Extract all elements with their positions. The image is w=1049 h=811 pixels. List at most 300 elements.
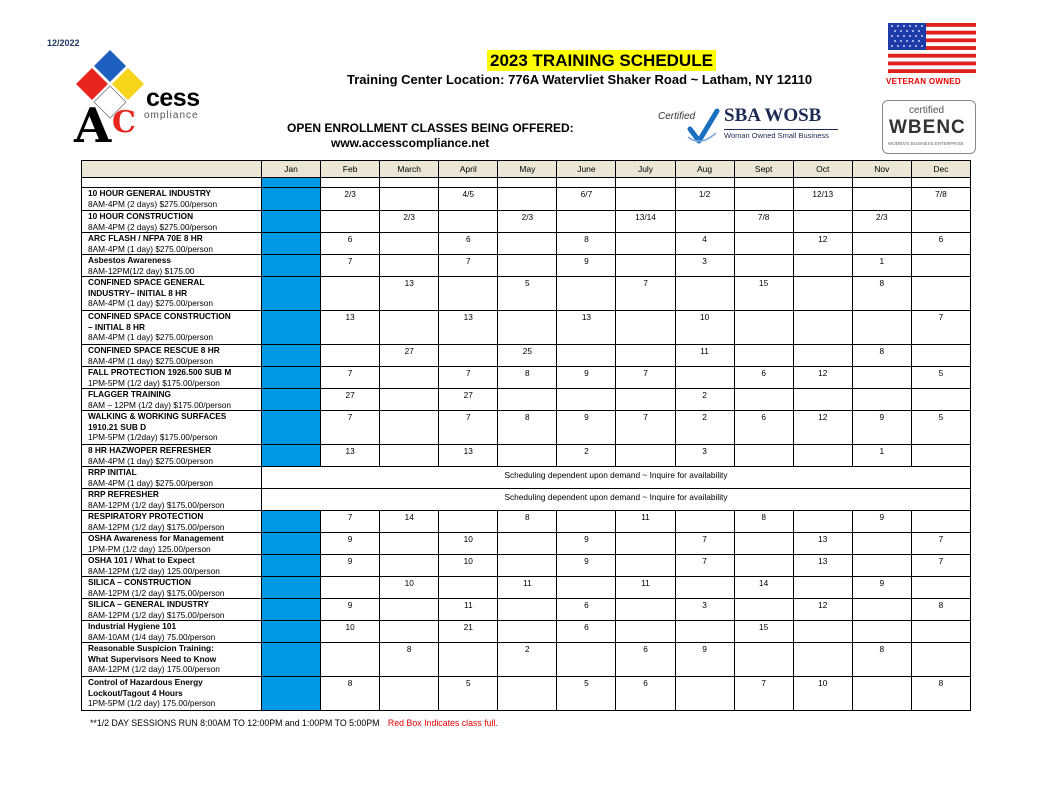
class-date-cell [616, 389, 675, 411]
month-header: Aug [675, 161, 734, 178]
class-date-cell: 9 [852, 411, 911, 445]
class-date-cell [557, 211, 616, 233]
course-time-price: 8AM-10AM (1/4 day) 75.00/person [88, 631, 216, 642]
class-date-cell [380, 599, 439, 621]
course-row [82, 489, 971, 511]
class-date-cell [380, 389, 439, 411]
footnote-text: **1/2 DAY SESSIONS RUN 8:00AM TO 12:00PM and 1:00PM TO 5:00PM [90, 718, 380, 728]
class-date-cell [852, 555, 911, 577]
veteran-owned-label: VETERAN OWNED [886, 77, 962, 86]
month-header: Oct [793, 161, 852, 178]
class-date-cell: 7 [439, 367, 498, 389]
class-date-cell [852, 188, 911, 211]
class-date-cell [321, 211, 380, 233]
class-date-cell [498, 621, 557, 643]
course-time-price: 1PM-5PM (1/2 day) $175.00/person [88, 377, 220, 388]
availability-note: Scheduling dependent upon demand ~ Inquire for availability [262, 467, 971, 489]
course-row [82, 311, 971, 345]
class-date-cell [439, 511, 498, 533]
class-date-cell [793, 211, 852, 233]
class-date-cell: 9 [557, 533, 616, 555]
class-date-cell [852, 599, 911, 621]
month-header: Sept [734, 161, 793, 178]
course-cell [82, 643, 262, 677]
course-time-price: 8AM-4PM (1 day) $275.00/person [88, 332, 213, 342]
class-date-cell [380, 677, 439, 711]
class-date-cell: 8 [734, 511, 793, 533]
course-time-price: 8AM-12PM (1/2 day) $175.00/person [88, 587, 225, 598]
class-date-cell [439, 277, 498, 311]
class-date-cell [557, 345, 616, 367]
course-name: OSHA Awareness for Management [88, 533, 224, 543]
class-date-cell: 13 [439, 311, 498, 345]
class-date-cell [793, 621, 852, 643]
class-date-cell [734, 445, 793, 467]
class-date-cell: 9 [557, 367, 616, 389]
class-date-cell: 1 [852, 255, 911, 277]
jan-blocked-cell [262, 555, 321, 577]
class-date-cell: 27 [380, 345, 439, 367]
class-date-cell [321, 345, 380, 367]
class-date-cell: 3 [675, 255, 734, 277]
course-name: RRP INITIAL [88, 467, 137, 477]
checkmark-icon [686, 107, 720, 147]
class-date-cell: 7 [321, 367, 380, 389]
class-date-cell [734, 555, 793, 577]
course-name: Asbestos Awareness [88, 255, 172, 265]
month-header-row [82, 161, 971, 178]
course-cell [82, 677, 262, 711]
course-row [82, 577, 971, 599]
class-date-cell: 9 [852, 577, 911, 599]
access-compliance-logo [66, 50, 216, 146]
us-flag-icon [888, 23, 976, 73]
course-name: RRP REFRESHER [88, 489, 159, 499]
course-time-price: 8AM-4PM (1 day) $275.00/person [88, 298, 213, 308]
course-cell [82, 277, 262, 311]
course-name: Reasonable Suspicion Training: What Supervisors Need to Know [88, 643, 217, 664]
footnote-full-class-note: Red Box Indicates class full. [387, 718, 498, 728]
course-name: 8 HR HAZWOPER REFRESHER [88, 445, 212, 455]
class-date-cell: 8 [498, 411, 557, 445]
jan-blocked-cell [262, 233, 321, 255]
jan-blocked-cell [262, 621, 321, 643]
class-date-cell: 2/3 [852, 211, 911, 233]
class-date-cell: 2 [557, 445, 616, 467]
class-date-cell [793, 577, 852, 599]
class-date-cell: 7 [616, 411, 675, 445]
class-date-cell: 9 [675, 643, 734, 677]
class-date-cell: 10 [675, 311, 734, 345]
sba-subtitle: Woman Owned Small Business [724, 131, 829, 140]
class-date-cell: 3 [675, 445, 734, 467]
class-date-cell: 13/14 [616, 211, 675, 233]
class-date-cell [380, 621, 439, 643]
class-date-cell: 12/13 [793, 188, 852, 211]
class-date-cell [616, 533, 675, 555]
svg-text:C: C [112, 105, 136, 140]
class-date-cell: 6/7 [557, 188, 616, 211]
class-date-cell [911, 255, 970, 277]
course-time-price: 8AM-12PM (1/2 day) $175.00/person [88, 609, 225, 620]
class-date-cell: 6 [321, 233, 380, 255]
jan-blocked-cell [262, 255, 321, 277]
class-date-cell [380, 233, 439, 255]
course-row [82, 188, 971, 211]
class-date-cell: 6 [439, 233, 498, 255]
availability-note: Scheduling dependent upon demand ~ Inquire for availability [262, 489, 971, 511]
class-date-cell [380, 555, 439, 577]
class-date-cell: 2 [675, 411, 734, 445]
class-date-cell: 11 [439, 599, 498, 621]
class-date-cell: 21 [439, 621, 498, 643]
class-date-cell: 4/5 [439, 188, 498, 211]
class-date-cell: 6 [734, 411, 793, 445]
course-name: Control of Hazardous Energy Lockout/Tagout 4 Hours [88, 677, 203, 698]
class-date-cell [557, 277, 616, 311]
class-date-cell [498, 389, 557, 411]
class-date-cell [734, 389, 793, 411]
class-date-cell: 12 [793, 411, 852, 445]
course-cell [82, 233, 262, 255]
class-date-cell: 7 [734, 677, 793, 711]
class-date-cell [675, 677, 734, 711]
course-cell [82, 533, 262, 555]
jan-blocked-cell [262, 599, 321, 621]
class-date-cell [616, 233, 675, 255]
class-date-cell [498, 233, 557, 255]
course-cell [82, 411, 262, 445]
course-name: FLAGGER TRAINING [88, 389, 171, 399]
course-row [82, 643, 971, 677]
class-date-cell [439, 643, 498, 677]
class-date-cell: 27 [321, 389, 380, 411]
course-time-price: 8AM-4PM (1 day) $275.00/person [88, 355, 213, 366]
class-date-cell: 9 [557, 555, 616, 577]
class-date-cell [321, 277, 380, 311]
svg-text:A: A [74, 98, 112, 146]
class-date-cell: 7 [675, 533, 734, 555]
class-date-cell [734, 188, 793, 211]
class-date-cell: 2 [675, 389, 734, 411]
class-date-cell: 15 [734, 277, 793, 311]
class-date-cell: 6 [557, 599, 616, 621]
class-date-cell: 6 [911, 233, 970, 255]
class-date-cell [675, 577, 734, 599]
course-time-price: 8AM-12PM (1/2 day) $175.00/person [88, 499, 225, 510]
course-row [82, 533, 971, 555]
class-date-cell [616, 555, 675, 577]
date-code: 12/2022 [47, 38, 80, 48]
month-header: Feb [321, 161, 380, 178]
class-date-cell [498, 677, 557, 711]
class-date-cell [793, 255, 852, 277]
class-date-cell [498, 533, 557, 555]
class-date-cell: 9 [321, 533, 380, 555]
course-name: SILICA – GENERAL INDUSTRY [88, 599, 209, 609]
course-name: Industrial Hygiene 101 [88, 621, 177, 631]
class-date-cell: 9 [557, 411, 616, 445]
jan-blocked-cell [262, 311, 321, 345]
class-date-cell: 11 [675, 345, 734, 367]
course-time-price: 1PM-5PM (1/2 day) 175.00/person [88, 698, 216, 708]
jan-blocked-cell [262, 367, 321, 389]
course-row [82, 467, 971, 489]
logo-wordmark-cess: cess [146, 84, 200, 112]
website-link[interactable]: www.accesscompliance.net [331, 136, 490, 150]
course-name: CONFINED SPACE CONSTRUCTION – INITIAL 8 HR [88, 311, 231, 332]
course-cell [82, 389, 262, 411]
class-date-cell [439, 211, 498, 233]
class-date-cell [616, 445, 675, 467]
class-date-cell [616, 188, 675, 211]
class-date-cell: 9 [321, 599, 380, 621]
course-row [82, 367, 971, 389]
class-date-cell: 27 [439, 389, 498, 411]
class-date-cell: 6 [616, 677, 675, 711]
class-date-cell: 3 [675, 599, 734, 621]
jan-blocked-cell [262, 411, 321, 445]
class-date-cell [557, 577, 616, 599]
course-row [82, 445, 971, 467]
course-row [82, 255, 971, 277]
course-name: WALKING & WORKING SURFACES 1910.21 SUB D [88, 411, 227, 432]
course-row [82, 211, 971, 233]
class-date-cell: 7 [911, 311, 970, 345]
class-date-cell [498, 599, 557, 621]
course-row [82, 233, 971, 255]
class-date-cell [911, 211, 970, 233]
class-date-cell [675, 367, 734, 389]
class-date-cell: 11 [616, 511, 675, 533]
course-name: 10 HOUR CONSTRUCTION [88, 211, 194, 221]
wbenc-certified-label: certified [909, 105, 945, 116]
jan-blocked-cell [262, 677, 321, 711]
wbenc-badge [882, 100, 976, 154]
class-date-cell [498, 188, 557, 211]
jan-blocked-cell [262, 389, 321, 411]
class-date-cell: 7 [321, 511, 380, 533]
training-location: Training Center Location: 776A Watervliet Shaker Road ~ Latham, NY 12110 [347, 72, 813, 87]
class-date-cell: 6 [557, 621, 616, 643]
jan-blocked-cell [262, 445, 321, 467]
month-header: July [616, 161, 675, 178]
class-date-cell: 6 [734, 367, 793, 389]
class-date-cell: 6 [616, 643, 675, 677]
class-date-cell: 10 [439, 533, 498, 555]
class-date-cell: 13 [321, 445, 380, 467]
class-date-cell: 7/8 [911, 188, 970, 211]
class-date-cell: 9 [321, 555, 380, 577]
footnote [90, 718, 498, 728]
class-date-cell: 2/3 [498, 211, 557, 233]
class-date-cell: 7 [911, 533, 970, 555]
class-date-cell: 13 [793, 533, 852, 555]
course-time-price: 8AM-12PM (1/2 day) 175.00/person [88, 664, 220, 674]
sba-wosb-badge [658, 103, 848, 147]
class-date-cell: 8 [498, 511, 557, 533]
course-row [82, 511, 971, 533]
class-date-cell [793, 277, 852, 311]
class-date-cell [380, 411, 439, 445]
course-name: CONFINED SPACE RESCUE 8 HR [88, 345, 220, 355]
wbenc-subtitle: WOMEN'S BUSINESS ENTERPRISE [888, 141, 964, 146]
class-date-cell [793, 389, 852, 411]
jan-blocked-cell [262, 643, 321, 677]
class-date-cell: 10 [793, 677, 852, 711]
course-cell [82, 311, 262, 345]
course-cell [82, 599, 262, 621]
class-date-cell [911, 511, 970, 533]
jan-blocked-cell [262, 577, 321, 599]
class-date-cell: 8 [852, 643, 911, 677]
class-date-cell: 5 [911, 411, 970, 445]
class-date-cell: 8 [911, 599, 970, 621]
class-date-cell [380, 533, 439, 555]
class-date-cell [911, 577, 970, 599]
page-title: 2023 TRAINING SCHEDULE [487, 50, 716, 71]
header-spacer-row [82, 178, 971, 188]
class-date-cell [380, 445, 439, 467]
class-date-cell [852, 233, 911, 255]
class-date-cell [911, 345, 970, 367]
course-row [82, 677, 971, 711]
wbenc-title: WBENC [889, 117, 966, 138]
class-date-cell [852, 621, 911, 643]
month-header: May [498, 161, 557, 178]
sba-title: SBA WOSB [724, 105, 822, 126]
class-date-cell: 12 [793, 367, 852, 389]
course-time-price: 1PM-PM (1/2 day) 125.00/person [88, 543, 211, 554]
class-date-cell [439, 345, 498, 367]
course-cell [82, 255, 262, 277]
course-cell [82, 445, 262, 467]
month-header: March [380, 161, 439, 178]
course-time-price: 8AM-4PM (2 days) $275.00/person [88, 198, 218, 209]
course-cell [82, 345, 262, 367]
class-date-cell [498, 445, 557, 467]
month-header: April [439, 161, 498, 178]
class-date-cell [616, 311, 675, 345]
class-date-cell [675, 211, 734, 233]
class-date-cell [734, 345, 793, 367]
course-row [82, 389, 971, 411]
jan-blocked-cell [262, 533, 321, 555]
jan-blocked-cell [262, 511, 321, 533]
class-date-cell [852, 389, 911, 411]
class-date-cell [675, 277, 734, 311]
jan-blocked-cell [262, 277, 321, 311]
course-row [82, 599, 971, 621]
month-header: Dec [911, 161, 970, 178]
course-time-price: 8AM – 12PM (1/2 day) $175.00/person [88, 399, 231, 410]
course-name: SILICA – CONSTRUCTION [88, 577, 191, 587]
class-date-cell: 13 [557, 311, 616, 345]
class-date-cell: 1/2 [675, 188, 734, 211]
course-cell [82, 211, 262, 233]
class-date-cell [911, 643, 970, 677]
class-date-cell [616, 345, 675, 367]
class-date-cell: 7 [616, 277, 675, 311]
class-date-cell [852, 677, 911, 711]
course-time-price: 8AM-12PM (1/2 day) $175.00/person [88, 521, 225, 532]
class-date-cell: 7 [321, 411, 380, 445]
class-date-cell [557, 643, 616, 677]
class-date-cell [911, 621, 970, 643]
class-date-cell [734, 311, 793, 345]
course-cell [82, 511, 262, 533]
class-date-cell [498, 555, 557, 577]
course-time-price: 8AM-4PM (1 day) $275.00/person [88, 243, 213, 254]
course-time-price: 1PM-5PM (1/2day) $175.00/person [88, 432, 218, 442]
course-cell [82, 621, 262, 643]
class-date-cell: 7/8 [734, 211, 793, 233]
course-time-price: 8AM-12PM (1/2 day) 125.00/person [88, 565, 220, 576]
course-name: 10 HOUR GENERAL INDUSTRY [88, 188, 212, 198]
class-date-cell: 10 [439, 555, 498, 577]
class-date-cell [380, 367, 439, 389]
class-date-cell: 7 [321, 255, 380, 277]
class-date-cell: 5 [911, 367, 970, 389]
class-date-cell [911, 277, 970, 311]
class-date-cell: 8 [380, 643, 439, 677]
course-cell [82, 489, 262, 511]
class-date-cell: 7 [911, 555, 970, 577]
class-date-cell: 5 [557, 677, 616, 711]
course-row [82, 277, 971, 311]
course-name: CONFINED SPACE GENERAL INDUSTRY– INITIAL 8 HR [88, 277, 205, 298]
course-name: FALL PROTECTION 1926.500 SUB M [88, 367, 232, 377]
class-date-cell: 9 [557, 255, 616, 277]
course-cell [82, 467, 262, 489]
class-date-cell: 14 [380, 511, 439, 533]
month-header: Jan [262, 161, 321, 178]
class-date-cell: 10 [321, 621, 380, 643]
class-date-cell: 8 [911, 677, 970, 711]
class-date-cell [616, 599, 675, 621]
class-date-cell: 2/3 [321, 188, 380, 211]
class-date-cell [734, 533, 793, 555]
course-cell [82, 555, 262, 577]
class-date-cell: 11 [616, 577, 675, 599]
class-date-cell [616, 621, 675, 643]
class-date-cell [852, 311, 911, 345]
corner-cell [82, 161, 262, 178]
class-date-cell: 12 [793, 599, 852, 621]
course-name: ARC FLASH / NFPA 70E 8 HR [88, 233, 203, 243]
class-date-cell: 13 [380, 277, 439, 311]
class-date-cell [734, 643, 793, 677]
logo-wordmark-ompliance: ompliance [144, 110, 199, 121]
class-date-cell: 8 [852, 277, 911, 311]
class-date-cell [675, 621, 734, 643]
jan-blocked-cell [262, 345, 321, 367]
class-date-cell [734, 599, 793, 621]
class-date-cell [380, 188, 439, 211]
class-date-cell [793, 345, 852, 367]
class-date-cell [734, 233, 793, 255]
class-date-cell: 8 [852, 345, 911, 367]
class-date-cell: 5 [498, 277, 557, 311]
class-date-cell [498, 311, 557, 345]
class-date-cell: 14 [734, 577, 793, 599]
class-date-cell [734, 255, 793, 277]
class-date-cell [616, 255, 675, 277]
class-date-cell [321, 643, 380, 677]
class-date-cell: 2 [498, 643, 557, 677]
class-date-cell: 13 [793, 555, 852, 577]
class-date-cell: 8 [321, 677, 380, 711]
